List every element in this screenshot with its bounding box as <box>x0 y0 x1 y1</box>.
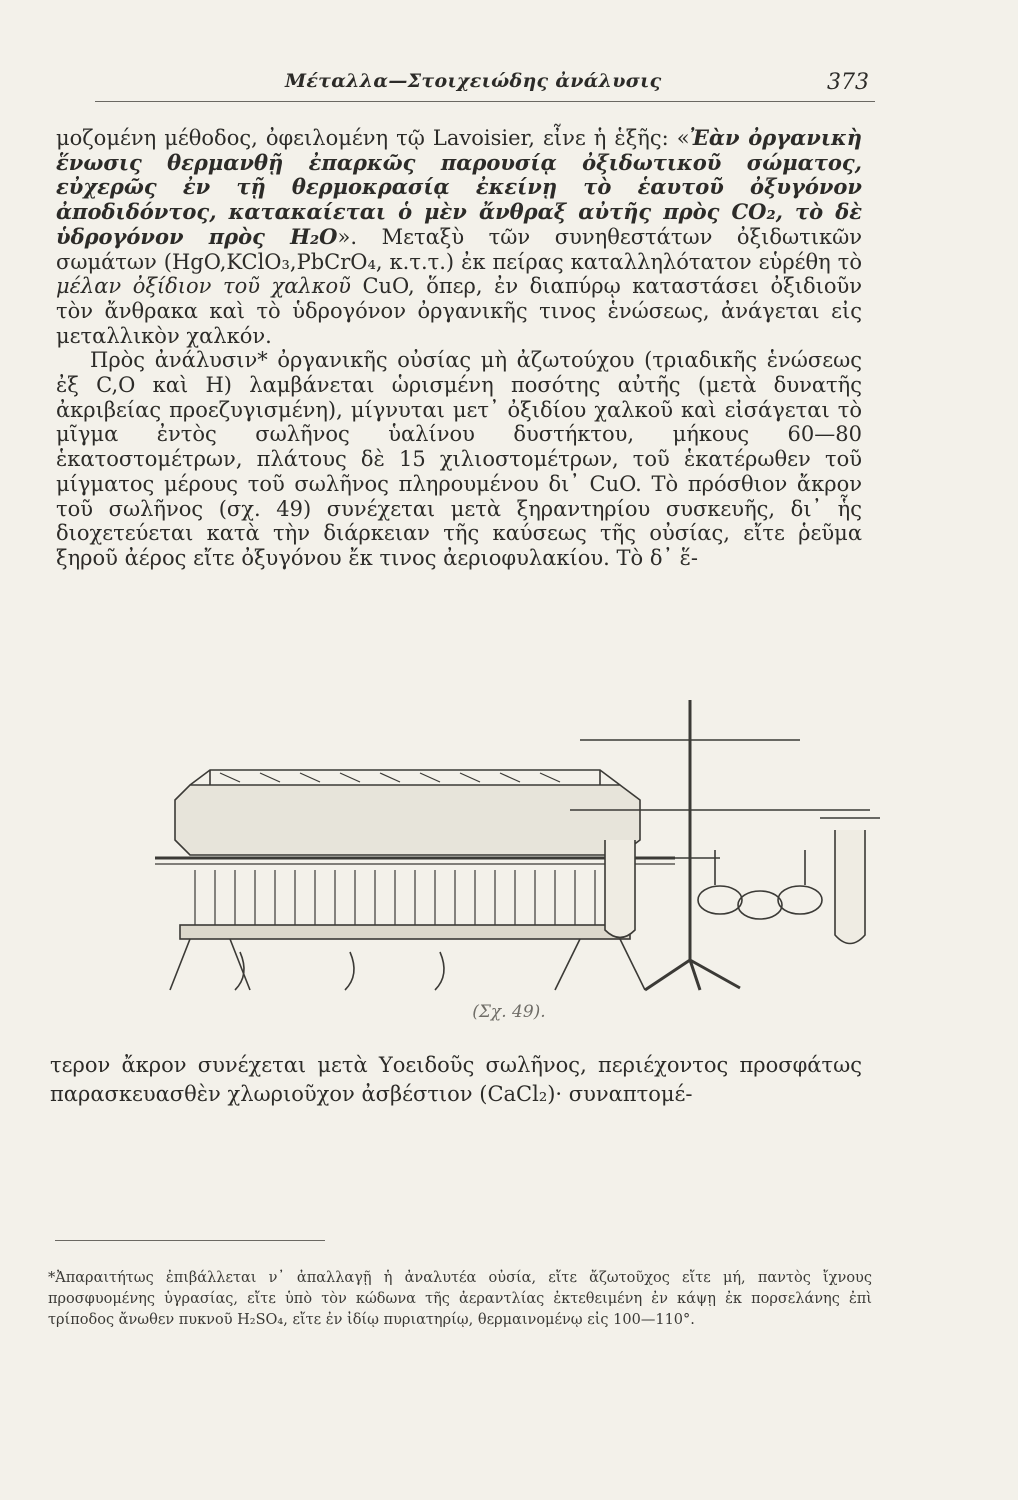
combustion-furnace <box>155 770 675 990</box>
paragraph-1-part-2: ». Μεταξὺ τῶν συνηθεστάτων ὀξιδωτικῶν σωμάτων (HgO,KClO₃,PbCrO₄, κ.τ.τ.) ἐκ πείρας καταλληλότατον εὑρέθη τὸ <box>56 224 863 274</box>
running-head: Μέταλλα—Στοιχειώδης ἀνάλυσις <box>285 70 662 92</box>
absorption-apparatus <box>570 700 880 990</box>
paragraph-1-part-1: μοζομένη μέθοδος, ὀφειλομένη τῷ Lavoisier, εἶνε ἡ ἑξῆς: « <box>56 126 690 150</box>
footnote: *Ἀπαραιτήτως ἐπιβάλλεται ν᾽ ἀπαλλαγῇ ἡ ἀναλυτέα οὐσία, εἴτε ἄζωτοῦχος εἴτε μή, παντὸς ἴχνους προσφυομένης ὑγρασίας, εἴτε ὑπὸ τὸν κώδωνα τῆς ἀεραντλίας ἐκτεθειμένη ἐν κάψῃ ἐκ πορσελάνης ἐπὶ τρίποδος ἄνωθεν πυκνοῦ H₂SO₄, εἴτε ἐν ἰδίῳ πυριατηρίῳ, θερμαινομένῳ εἰς 100—110°. <box>48 1269 872 1328</box>
combustion-apparatus-figure <box>100 690 890 1000</box>
paragraph-2: Πρὸς ἀνάλυσιν* ὀργανικῆς οὐσίας μὴ ἀζωτούχου (τριαδικῆς ἑνώσεως ἐξ C,O καὶ H) λαμβάνεται ὡρισμένη ποσότης αὐτῆς (μετὰ δυνατῆς ἀκριβείας προεζυγισμένη), μίγνυται μετ᾽ ὀξιδίου χαλκοῦ καὶ εἰσάγεται τὸ μῖγμα ἐντὸς σωλῆνος ὑαλίνου δυστήκτου, μήκους 60—80 ἑκατοστομέτρων, πλάτους δὲ 15 χιλιοστομέτρων, τοῦ ἑκατέρωθεν τοῦ μίγματος μέρους τοῦ σωλῆνος πληρουμένου δι᾽ CuO. Τὸ πρόσθιον ἄκρον τοῦ σωλῆνος (σχ. 49) συνέχεται μετὰ ξηραντηρίου συσκευῆς, δι᾽ ἧς διοχετεύεται κατὰ τὴν διάρκειαν τῆς καύσεως τῆς οὐσίας, εἴτε ῥεῦμα ξηροῦ ἀέρος εἴτε ὀξυγόνου ἔκ τινος ἀεριοφυλακίου. Τὸ δ᾽ ἕ- <box>56 348 862 570</box>
paragraph-3: τερον ἄκρον συνέχεται μετὰ Υοειδοῦς σωλῆνος, περιέχοντος προσφάτως παρασκευασθὲν χλωριοῦχον ἀσβέστιον (CaCl₂)· συναπτομέ- <box>50 1053 862 1106</box>
main-text <box>56 126 862 571</box>
figure-caption: (Σχ. 49). <box>472 1002 546 1022</box>
header-rule <box>95 101 875 102</box>
page-header <box>95 70 875 100</box>
lavoisier-quote: Ἐὰν ὀργανικὴ ἕνωσις θερμανθῇ ἐπαρκῶς παρουσίᾳ ὀξιδωτικοῦ σώματος, εὐχερῶς ἐν τῇ θερμοκρασίᾳ ἐκείνῃ τὸ ἑαυτοῦ ὀξυγόνον ἀποδιδόντος, κατακαίεται ὁ μὲν ἄνθραξ αὐτῆς πρὸς CO₂, τὸ δὲ ὑδρογόνον πρὸς H₂O <box>56 125 862 249</box>
paragraph-1 <box>56 126 862 348</box>
copper-oxide-term: μέλαν ὀξίδιον τοῦ χαλκοῦ <box>56 274 351 299</box>
footnote-rule <box>55 1240 325 1241</box>
paragraph-1-part-3: CuO, ὅπερ, ἐν διαπύρῳ καταστάσει ὀξιδιοῦν τὸν ἄνθρακα καὶ τὸ ὑδρογόνον ὀργανικῆς τινος ἑνώσεως, ἀνάγεται εἰς μεταλλικὸν χαλκόν. <box>56 274 863 348</box>
page-number: 373 <box>827 70 869 95</box>
